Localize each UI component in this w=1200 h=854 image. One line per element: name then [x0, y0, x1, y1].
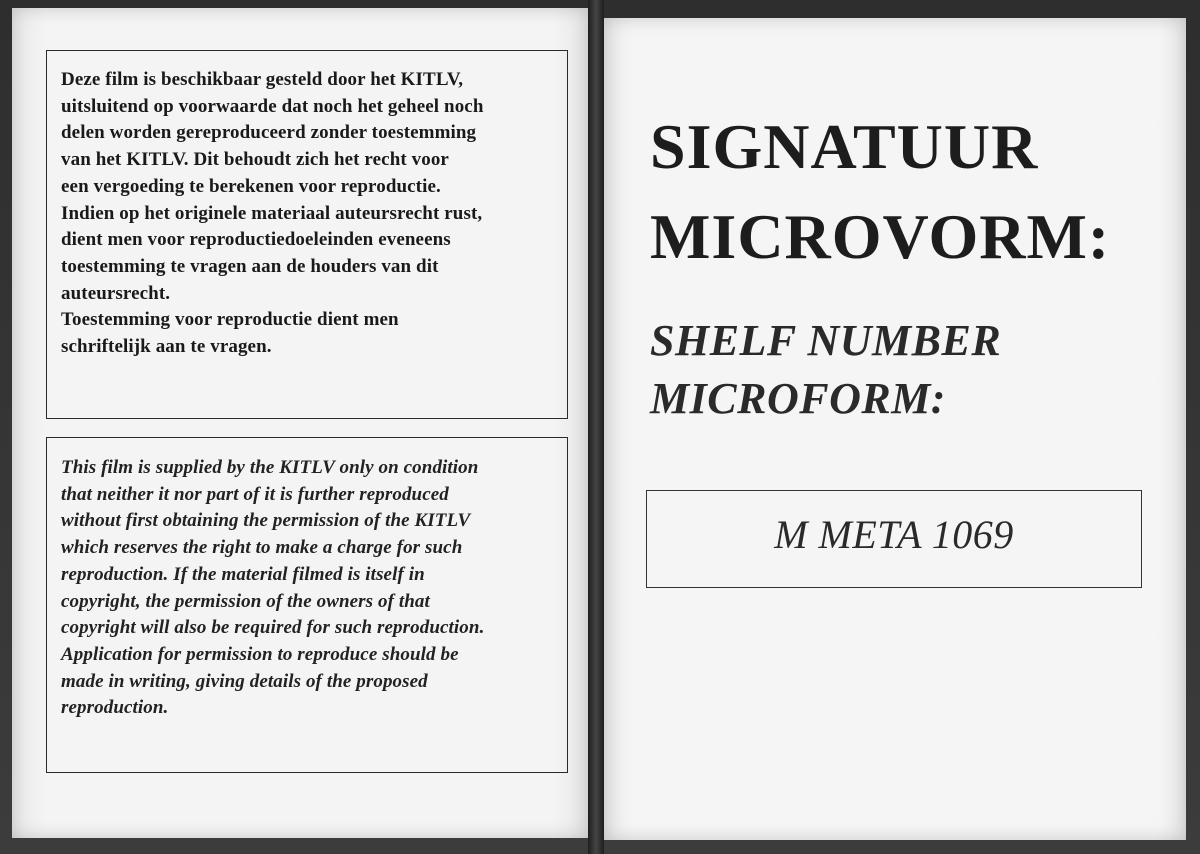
english-notice-line: reproduction.: [61, 697, 169, 719]
dutch-notice-text: [61, 67, 551, 361]
dutch-notice-line: auteursrecht.: [61, 282, 171, 304]
dutch-notice-box: [46, 50, 568, 419]
signatuur-heading-line: SIGNATUUR: [650, 111, 1039, 182]
english-notice-text: [61, 455, 553, 722]
dutch-notice-line: van het KITLV. Dit behoudt zich het recht voor: [61, 149, 449, 171]
english-notice-line: copyright, the permission of the owners of that: [61, 590, 430, 612]
english-notice-line: reproduction. If the material filmed is itself in: [61, 563, 425, 585]
english-notice-line: made in writing, giving details of the proposed: [61, 670, 428, 692]
signatuur-heading-line: MICROVORM:: [650, 201, 1111, 272]
shelf-number-heading-line: MICROFORM:: [650, 374, 946, 423]
page-spine: [588, 0, 604, 854]
dutch-notice-line: een vergoeding te berekenen voor reproductie.: [61, 175, 441, 197]
shelf-number-heading-line: SHELF NUMBER: [650, 316, 1002, 365]
dutch-notice-line: Deze film is beschikbaar gesteld door het KITLV,: [61, 69, 464, 90]
english-notice-line: which reserves the right to make a charge for such: [61, 537, 463, 559]
english-notice-line: Application for permission to reproduce should be: [61, 643, 459, 665]
signatuur-heading: [650, 102, 1110, 282]
shelf-number-value: M META 1069: [774, 512, 1014, 557]
english-notice-line: This film is supplied by the KITLV only on condition: [61, 457, 479, 478]
english-notice-line: copyright will also be required for such reproduction.: [61, 617, 485, 639]
dutch-notice-line: toestemming te vragen aan de houders van dit: [61, 255, 439, 277]
dutch-notice-line: schriftelijk aan te vragen.: [61, 336, 272, 358]
dutch-notice-line: Indien op het originele materiaal auteursrecht rust,: [61, 202, 483, 224]
dutch-notice-line: delen worden gereproduceerd zonder toestemming: [61, 122, 477, 144]
shelf-number-box: [646, 490, 1142, 588]
english-notice-line: that neither it nor part of it is further reproduced: [61, 483, 449, 505]
english-notice-box: [46, 437, 568, 773]
dutch-notice-line: uitsluitend op voorwaarde dat noch het geheel noch: [61, 95, 484, 117]
dutch-notice-line: dient men voor reproductiedoeleinden eveneens: [61, 229, 451, 251]
dutch-notice-line: Toestemming voor reproductie dient men: [61, 309, 399, 331]
english-notice-line: without first obtaining the permission of the KITLV: [61, 510, 471, 532]
shelf-number-heading: [650, 312, 1001, 428]
